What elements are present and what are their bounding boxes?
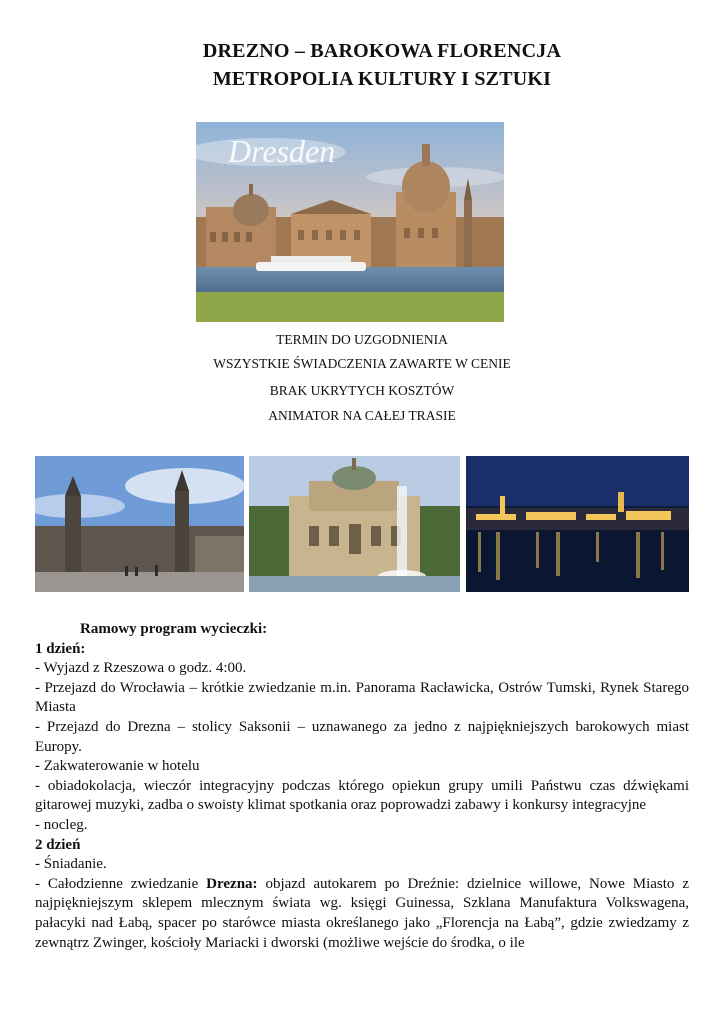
info-line-costs: BRAK UKRYTYCH KOSZTÓW [269,383,455,398]
day1-label: 1 dzień: [35,640,86,657]
tour-prefix: - Całodzienne zwiedzanie [35,875,207,892]
day1-item: - Przejazd do Drezna – stolicy Saksonii – uznawanego za jedno z najpiękniejszych barokowych miast Europy. [35,718,689,755]
night-riverside-photo [466,456,689,592]
day1-item: - Przejazd do Wrocławia – krótkie zwiedzanie m.in. Panorama Racławicka, Ostrów Tumski, Rynek Starego Miasta [35,679,689,716]
info-line-price: WSZYSTKIE ŚWIADCZENIA ZAWARTE W CENIE [213,356,511,371]
tour-city: Drezna: [206,875,258,892]
zwinger-fountain-photo [249,456,460,592]
day2-tour-item [35,875,689,953]
tour-description: objazd autokarem po Dreźnie: dzielnice willowe, Nowe Miasto z najpiękniejszym sklepem mlecznym świata wg. księgi Guinessa, Szklana Manufaktura Volkswagena, pałacyki nad Łabą, spacer po starówce miasta określanego jako „Florencja na Łabą”, gdzie zwiedzamy z zewnątrz Zwinger, kościoły Mariacki i dworski (możliwe wejście do środka, o ile [35,875,690,951]
document-title-line1: DREZNO – BAROKOWA FLORENCJA [202,40,562,62]
info-line-animator: ANIMATOR NA CAŁEJ TRASIE [268,408,456,423]
day1-item: - nocleg. [35,816,88,833]
day2-item: - Śniadanie. [35,856,107,873]
day1-item: - obiadokolacja, wieczór integracyjny podczas którego opiekun grupy umili Państwu czas dźwiękami gitarowej muzyki, zadba o swoisty klimat spotkania oraz poprowadzi zabawy i konkursy integracyjne [35,777,689,814]
day1-item: - Zakwaterowanie w hotelu [35,758,200,775]
day2-label: 2 dzień [35,836,81,853]
program-section [35,620,689,953]
info-line-term: TERMIN DO UZGODNIENIA [276,332,448,347]
document-title-line2: METROPOLIA KULTURY I SZTUKI [212,68,552,90]
day1-item: - Wyjazd z Rzeszowa o godz. 4:00. [35,660,247,677]
dresden-skyline-photo [196,122,504,322]
hero-caption: Dresden [228,133,336,169]
program-heading: Ramowy program wycieczki: [80,621,268,637]
cathedral-square-photo [35,456,244,592]
